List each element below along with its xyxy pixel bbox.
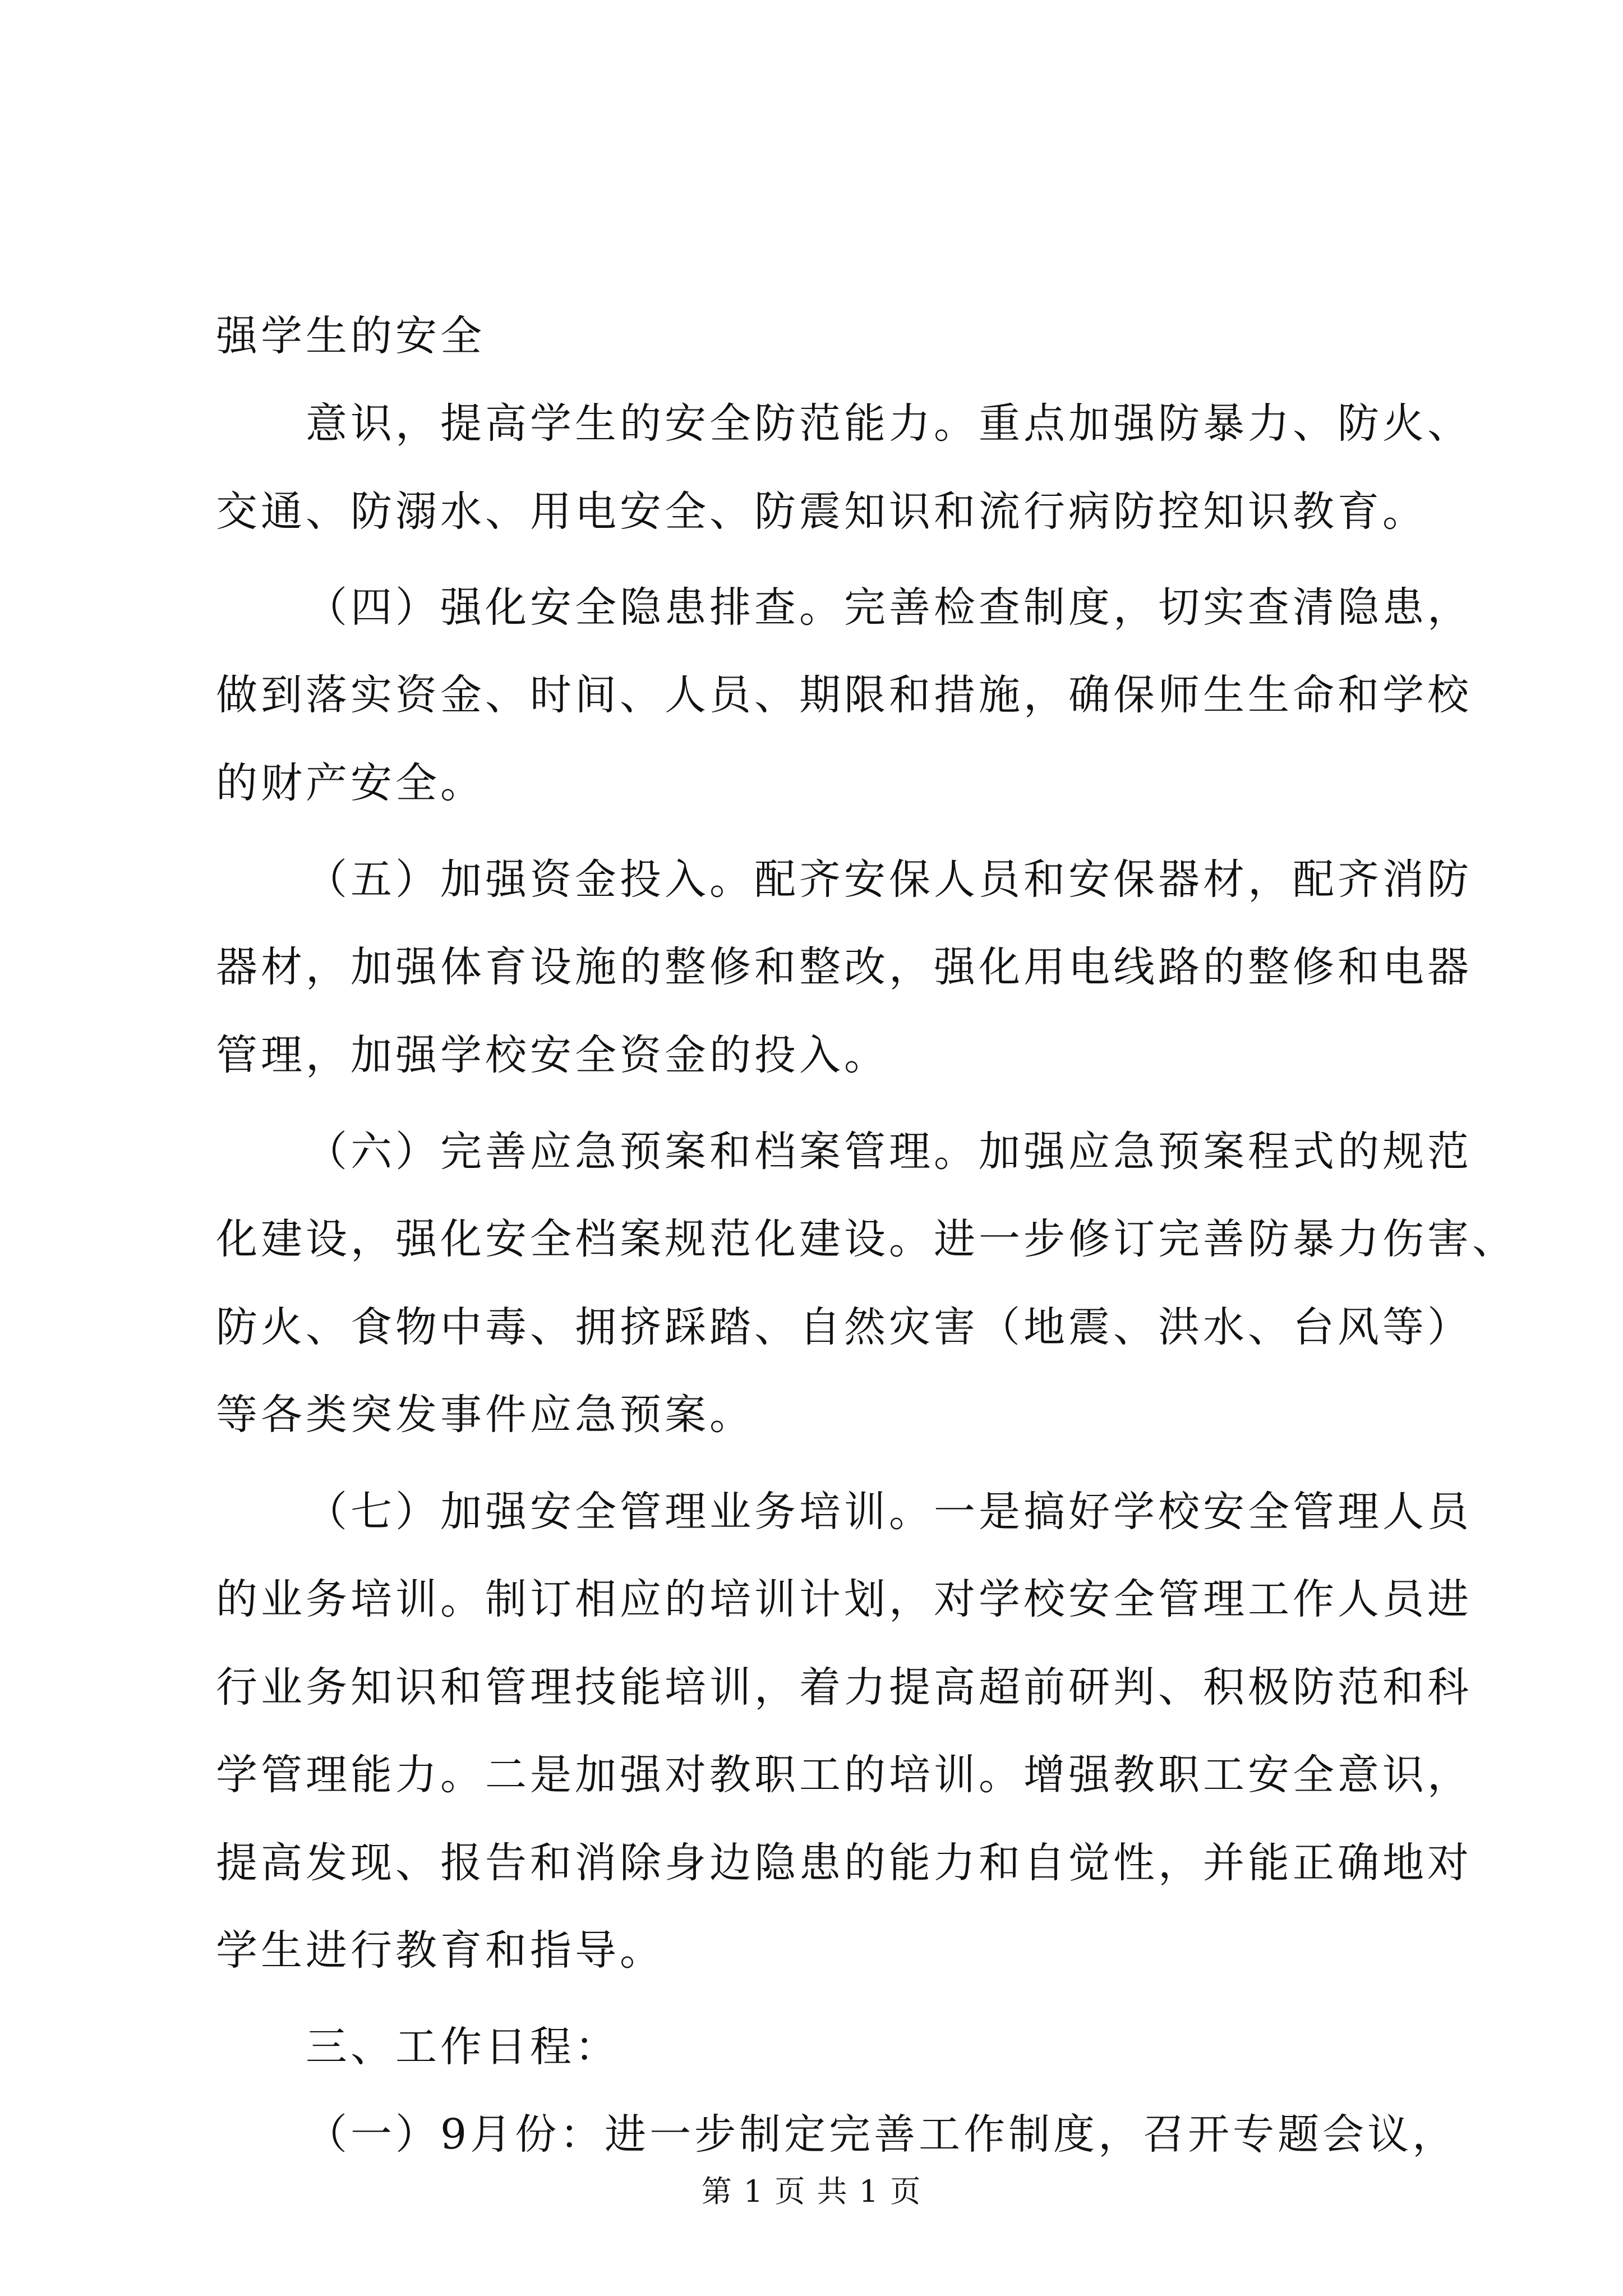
text-line: 提高发现、报告和消除身边隐患的能力和自觉性，并能正确地对 (216, 1839, 1472, 1887)
text-line: 器材，加强体育设施的整修和整改，强化用电线路的整修和电器 (216, 943, 1472, 991)
text-line: 学生进行教育和指导。 (216, 1926, 665, 1975)
section-heading: 三、工作日程： (306, 2023, 620, 2071)
text-line: 防火、食物中毒、拥挤踩踏、自然灾害（地震、洪水、台风等） (216, 1303, 1472, 1351)
text-line: （六）完善应急预案和档案管理。加强应急预案程式的规范 (306, 1128, 1472, 1176)
page-footer: 第 1 页 共 1 页 (701, 2174, 922, 2209)
text-line: 学管理能力。二是加强对教职工的培训。增强教职工安全意识， (216, 1751, 1472, 1799)
text-line: 化建设，强化安全档案规范化建设。进一步修订完善防暴力伤害、 (216, 1215, 1517, 1263)
text-line: 意识，提高学生的安全防范能力。重点加强防暴力、防火、 (306, 399, 1472, 448)
text-line: 交通、防溺水、用电安全、防震知识和流行病防控知识教育。 (216, 487, 1427, 536)
text-line: （七）加强安全管理业务培训。一是搞好学校安全管理人员 (306, 1488, 1472, 1536)
text-line: 的财产安全。 (216, 759, 485, 807)
text-line: 做到落实资金、时间、人员、期限和措施，确保师生生命和学校 (216, 671, 1472, 719)
text-line: （四）强化安全隐患排查。完善检查制度，切实查清隐患， (306, 583, 1472, 632)
text-line: 的业务培训。制订相应的培训计划，对学校安全管理工作人员进 (216, 1575, 1472, 1623)
text-line: 行业务知识和管理技能培训，着力提高超前研判、积极防范和科 (216, 1663, 1472, 1711)
text-line: （五）加强资金投入。配齐安保人员和安保器材，配齐消防 (306, 855, 1472, 904)
text-line: 管理，加强学校安全资金的投入。 (216, 1031, 889, 1079)
text-line: 强学生的安全 (216, 312, 485, 360)
text-line: （一）9月份：进一步制定完善工作制度，召开专题会议， (306, 2110, 1458, 2159)
text-line: 等各类突发事件应急预案。 (216, 1391, 754, 1439)
